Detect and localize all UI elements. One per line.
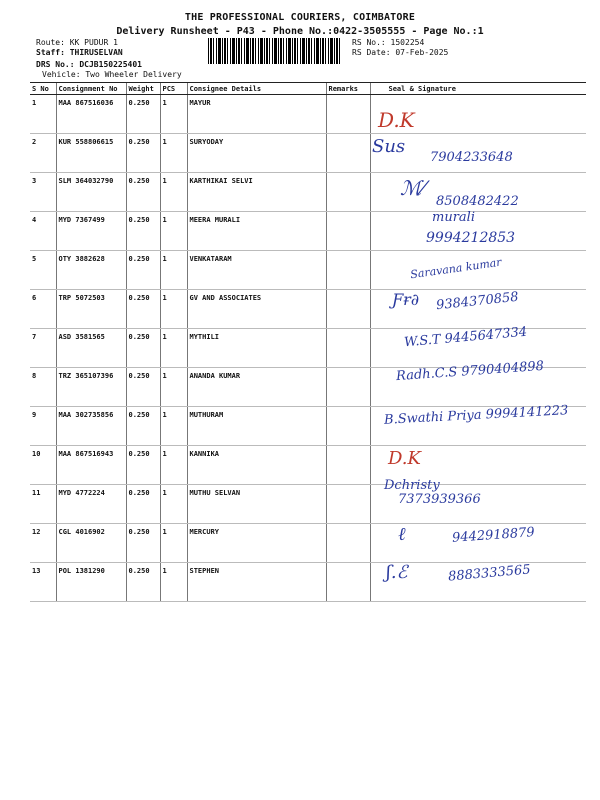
sno-cell-text: 9 (32, 411, 37, 419)
signature-5: Saravana kumar (409, 255, 503, 282)
consignment-cell-text: CGL 4016902 (58, 528, 105, 536)
signature-10: D.K (388, 448, 421, 469)
consignee-cell (187, 485, 326, 524)
consignee-cell (187, 329, 326, 368)
table-row (30, 485, 586, 524)
signature-13-scribble: ʃ.ℰ (386, 562, 408, 583)
pcs-cell (160, 95, 187, 134)
table-header (30, 83, 586, 95)
sno-cell-text: 8 (32, 372, 37, 380)
table-row (30, 446, 586, 485)
sno-cell-text: 7 (32, 333, 37, 341)
barcode (208, 38, 340, 64)
signature-11a: Dchristy (384, 478, 440, 493)
remarks-cell (326, 446, 370, 485)
pcs-cell (160, 485, 187, 524)
consignment-cell (56, 407, 126, 446)
table-row (30, 251, 586, 290)
signature-4c: 9994212853 (426, 230, 516, 246)
sno-cell-text: 12 (32, 528, 41, 536)
staff-line (36, 48, 123, 58)
pcs-cell-text: 1 (162, 294, 167, 302)
pcs-cell (160, 407, 187, 446)
weight-cell-text: 0.250 (128, 99, 150, 107)
consignment-cell-text: POL 1381290 (58, 567, 105, 575)
weight-cell (126, 368, 160, 407)
consignee-cell (187, 407, 326, 446)
consignee-cell (187, 134, 326, 173)
pcs-cell-text: 1 (162, 177, 167, 185)
signature-4b: murali (432, 210, 475, 225)
weight-cell-text: 0.250 (128, 567, 150, 575)
consignment-cell (56, 368, 126, 407)
sno-cell (30, 329, 56, 368)
weight-cell (126, 407, 160, 446)
col-signature: Seal & Signature (370, 83, 586, 95)
pcs-cell-text: 1 (162, 411, 167, 419)
drs-line (36, 60, 142, 70)
consignee-cell-text: SURYODAY (189, 138, 224, 146)
weight-cell-text: 0.250 (128, 333, 150, 341)
sno-cell (30, 407, 56, 446)
signature-12: 9442918879 (451, 525, 536, 546)
consignment-cell-text: MYD 4772224 (58, 489, 105, 497)
weight-cell-text: 0.250 (128, 138, 150, 146)
signature-8: Radh.C.S 9790404898 (395, 358, 545, 385)
sno-cell (30, 485, 56, 524)
consignment-cell-text: KUR 558806615 (58, 138, 114, 146)
signature-4a: 8508482422 (436, 194, 519, 209)
runsheet-subtitle: Delivery Runsheet - P43 - Phone No.:0422-3505555 - Page No.:1 (116, 26, 484, 37)
weight-cell-text: 0.250 (128, 489, 150, 497)
signature-7: W.S.T 9445647334 (403, 324, 528, 351)
weight-cell-text: 0.250 (128, 450, 150, 458)
consignment-cell (56, 212, 126, 251)
sno-cell-text: 6 (32, 294, 37, 302)
sno-cell-text: 11 (32, 489, 41, 497)
remarks-cell (326, 485, 370, 524)
sno-cell-text: 1 (32, 99, 37, 107)
weight-cell (126, 485, 160, 524)
consignee-cell-text: ANANDA KUMAR (189, 372, 241, 380)
weight-cell (126, 563, 160, 602)
consignment-cell-text: SLM 364032790 (58, 177, 114, 185)
remarks-cell (326, 407, 370, 446)
pcs-cell-text: 1 (162, 567, 167, 575)
consignee-cell-text: KARTHIKAI SELVI (189, 177, 253, 185)
weight-cell (126, 329, 160, 368)
sno-cell (30, 173, 56, 212)
consignee-cell-text: MAYUR (189, 99, 211, 107)
weight-cell (126, 251, 160, 290)
weight-cell-text: 0.250 (128, 216, 150, 224)
consignment-cell-text: MAA 867516036 (58, 99, 114, 107)
weight-cell-text: 0.250 (128, 528, 150, 536)
consignee-cell (187, 290, 326, 329)
consignee-cell-text: MUTHU SELVAN (189, 489, 241, 497)
staff-value: THIRUSELVAN (69, 48, 123, 57)
pcs-cell (160, 251, 187, 290)
signature-13: 8883333565 (447, 562, 532, 585)
sno-cell-text: 3 (32, 177, 37, 185)
weight-cell-text: 0.250 (128, 411, 150, 419)
consignee-cell-text: KANNIKA (189, 450, 220, 458)
pcs-cell-text: 1 (162, 489, 167, 497)
vehicle-label: Vehicle: (42, 70, 81, 79)
pcs-cell (160, 446, 187, 485)
col-remarks: Remarks (326, 83, 370, 95)
vehicle-value: Two Wheeler Delivery (85, 70, 182, 79)
col-pcs: PCS (160, 83, 187, 95)
weight-cell (126, 95, 160, 134)
consignment-cell-text: TRP 5072503 (58, 294, 105, 302)
pcs-cell (160, 329, 187, 368)
consignment-cell (56, 446, 126, 485)
pcs-cell (160, 134, 187, 173)
col-weight: Weight (126, 83, 160, 95)
sno-cell (30, 563, 56, 602)
signature-12-scribble: ℓ (398, 524, 406, 545)
pcs-cell-text: 1 (162, 528, 167, 536)
rs-date-line (352, 48, 448, 58)
remarks-cell (326, 524, 370, 563)
remarks-cell (326, 212, 370, 251)
weight-cell (126, 446, 160, 485)
consignee-cell-text: GV AND ASSOCIATES (189, 294, 262, 302)
weight-cell (126, 212, 160, 251)
rs-no-label: RS No.: (352, 38, 386, 47)
signature-2a: Sus (372, 136, 406, 157)
sno-cell (30, 446, 56, 485)
consignee-cell (187, 251, 326, 290)
consignee-cell-text: MEERA MURALI (189, 216, 241, 224)
remarks-cell (326, 290, 370, 329)
drs-label: DRS No.: (36, 60, 75, 69)
consignee-cell (187, 563, 326, 602)
consignee-cell (187, 368, 326, 407)
sno-cell-text: 10 (32, 450, 41, 458)
weight-cell-text: 0.250 (128, 294, 150, 302)
route-label: Route: (36, 38, 65, 47)
remarks-cell (326, 95, 370, 134)
col-consignment: Consignment No (56, 83, 126, 95)
remarks-cell (326, 251, 370, 290)
weight-cell (126, 134, 160, 173)
sno-cell (30, 95, 56, 134)
signature-1: D.K (378, 108, 415, 132)
remarks-cell (326, 329, 370, 368)
signature-9: B.Swathi Priya 9994141223 (383, 403, 569, 428)
pcs-cell-text: 1 (162, 450, 167, 458)
pcs-cell-text: 1 (162, 372, 167, 380)
table-row (30, 95, 586, 134)
consignment-cell (56, 134, 126, 173)
pcs-cell (160, 290, 187, 329)
rs-no-line (352, 38, 424, 48)
weight-cell (126, 173, 160, 212)
sno-cell-text: 5 (32, 255, 37, 263)
weight-cell-text: 0.250 (128, 372, 150, 380)
consignee-cell-text: MYTHILI (189, 333, 220, 341)
sno-cell (30, 212, 56, 251)
col-consignee: Consignee Details (187, 83, 326, 95)
rs-date-label: RS Date: (352, 48, 391, 57)
sno-cell (30, 368, 56, 407)
company-title: THE PROFESSIONAL COURIERS, COIMBATORE (184, 12, 416, 23)
weight-cell-text: 0.250 (128, 177, 150, 185)
consignee-cell-text: VENKATARAM (189, 255, 232, 263)
sno-cell-text: 4 (32, 216, 37, 224)
remarks-cell (326, 134, 370, 173)
pcs-cell-text: 1 (162, 99, 167, 107)
rs-no-value: 1502254 (390, 38, 425, 47)
sno-cell (30, 251, 56, 290)
consignee-cell-text: MERCURY (189, 528, 220, 536)
sno-cell-text: 2 (32, 138, 37, 146)
sno-cell-text: 13 (32, 567, 41, 575)
weight-cell (126, 524, 160, 563)
consignment-cell-text: OTY 3882628 (58, 255, 105, 263)
route-value: KK PUDUR 1 (69, 38, 118, 47)
consignment-cell-text: MAA 867516943 (58, 450, 114, 458)
pcs-cell-text: 1 (162, 255, 167, 263)
col-sno: S No (30, 83, 56, 95)
consignment-cell-text: ASD 3581565 (58, 333, 105, 341)
consignment-cell (56, 290, 126, 329)
staff-label: Staff: (36, 48, 65, 57)
consignment-cell (56, 173, 126, 212)
consignee-cell (187, 95, 326, 134)
consignment-cell (56, 251, 126, 290)
consignment-cell (56, 95, 126, 134)
pcs-cell (160, 173, 187, 212)
signature-2b: 7904233648 (430, 150, 513, 165)
vehicle-line (42, 70, 182, 80)
consignee-cell (187, 446, 326, 485)
pcs-cell (160, 563, 187, 602)
consignment-cell-text: MYD 7367499 (58, 216, 105, 224)
pcs-cell (160, 212, 187, 251)
pcs-cell (160, 368, 187, 407)
sno-cell (30, 134, 56, 173)
consignment-cell-text: TRZ 365107396 (58, 372, 114, 380)
consignee-cell-text: MUTHURAM (189, 411, 224, 419)
remarks-cell (326, 563, 370, 602)
pcs-cell-text: 1 (162, 138, 167, 146)
consignment-cell (56, 563, 126, 602)
remarks-cell (326, 368, 370, 407)
remarks-cell (326, 173, 370, 212)
pcs-cell-text: 1 (162, 333, 167, 341)
consignee-cell (187, 524, 326, 563)
sno-cell (30, 290, 56, 329)
signature-3-scribble: ℳ⁄ (400, 176, 425, 200)
weight-cell (126, 290, 160, 329)
signature-11b: 7373939366 (398, 492, 481, 507)
consignee-cell-text: STEPHEN (189, 567, 220, 575)
consignment-cell (56, 485, 126, 524)
drs-value: DCJB150225401 (79, 60, 142, 69)
weight-cell-text: 0.250 (128, 255, 150, 263)
consignment-cell (56, 524, 126, 563)
consignee-cell (187, 173, 326, 212)
consignment-cell-text: MAA 302735856 (58, 411, 114, 419)
sno-cell (30, 524, 56, 563)
pcs-cell (160, 524, 187, 563)
pcs-cell-text: 1 (162, 216, 167, 224)
consignee-cell (187, 212, 326, 251)
rs-date-value: 07-Feb-2025 (395, 48, 449, 57)
signature-6-scribble: Ƒɍ∂ (392, 290, 420, 309)
signature-6: 9384370858 (435, 289, 520, 314)
route-line (36, 38, 118, 48)
consignment-cell (56, 329, 126, 368)
